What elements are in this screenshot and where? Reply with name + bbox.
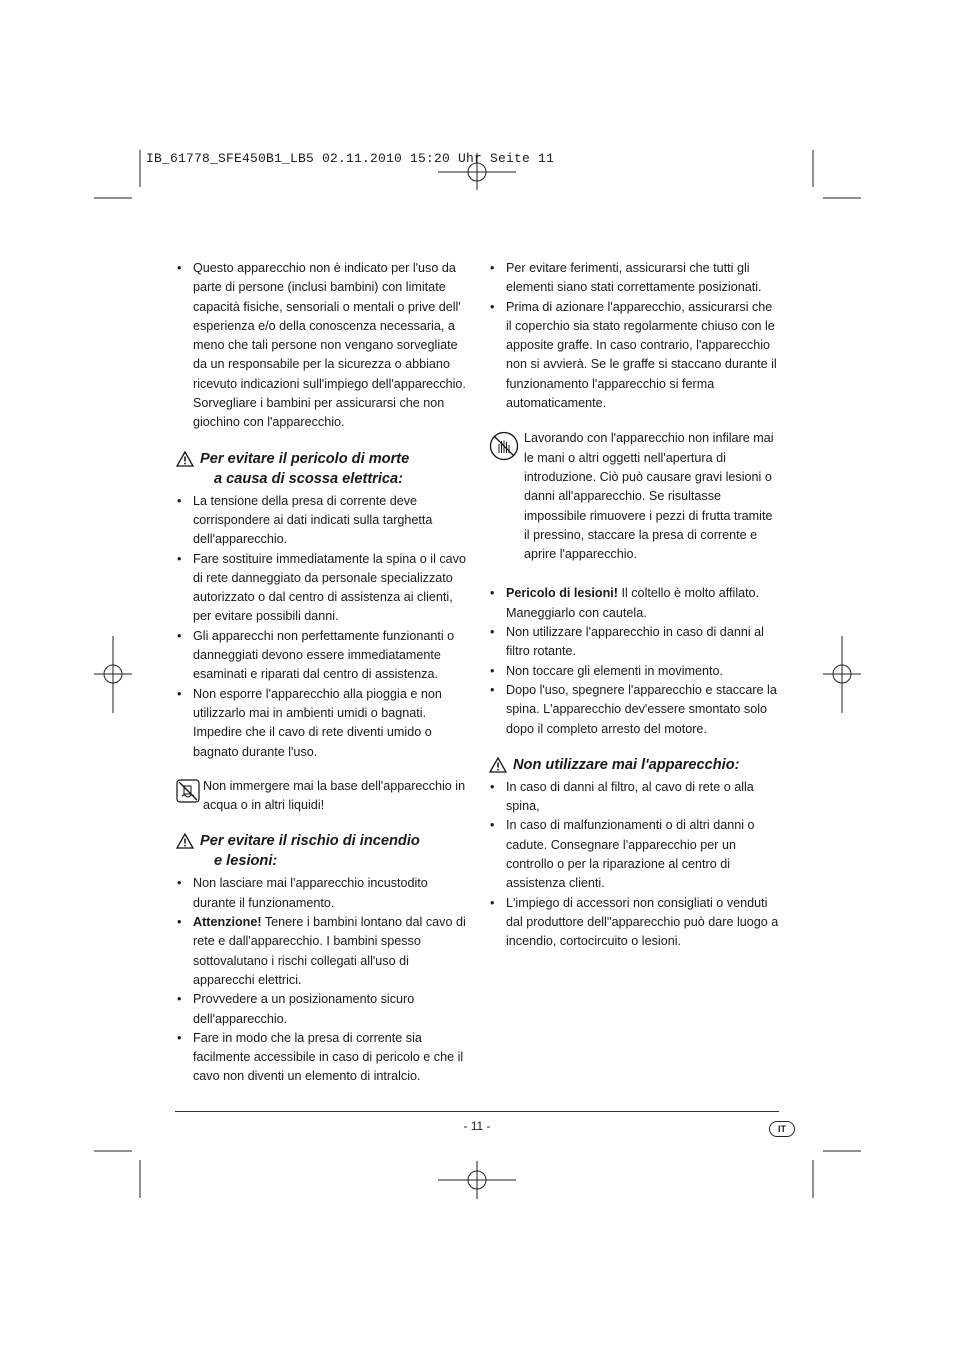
- warning-icon: [176, 451, 194, 467]
- no-immersion-icon: [176, 779, 200, 803]
- registration-mark-right: [823, 636, 861, 713]
- list-item: • In caso di malfunzionamenti o di altri danni o cadute. Consegnare l'apparecchio per un controllo o per la riparazione al centro di assistenza clienti.: [489, 816, 779, 893]
- right-top-list: [489, 259, 779, 413]
- warning-icon: [489, 757, 507, 773]
- no-hands-icon: [489, 431, 519, 461]
- intro-list: [176, 259, 466, 433]
- list-item: • Gli apparecchi non perfettamente funzionanti o danneggiati devono essere immediatamente esaminati e riparati dal centro di assistenza.: [176, 627, 466, 685]
- heading-fire-risk: Per evitare il rischio di incendio e lesioni:: [176, 831, 466, 871]
- page-number: - 11 -: [463, 1119, 491, 1133]
- list-item: • Pericolo di lesioni! Il coltello è molto affilato. Maneggiarlo con cautela.: [489, 584, 779, 623]
- do-not-use-list: [489, 778, 779, 952]
- list-item: • Non toccare gli elementi in movimento.: [489, 662, 779, 681]
- heading-electric-shock: Per evitare il pericolo di morte a causa di scossa elettrica:: [176, 449, 466, 489]
- language-badge: IT: [769, 1121, 795, 1137]
- list-item: • Per evitare ferimenti, assicurarsi che tutti gli elementi siano stati correttamente posizionati.: [489, 259, 779, 298]
- fire-list: [176, 874, 466, 1086]
- warning-icon: [176, 833, 194, 849]
- immerse-note: Non immergere mai la base dell'apparecchio in acqua o in altri liquidi!: [176, 777, 466, 816]
- registration-mark-bottom: [438, 1161, 516, 1199]
- list-item: • Fare in modo che la presa di corrente sia facilmente accessibile in caso di pericolo e che il cavo non diventi un elemento di intralcio.: [176, 1029, 466, 1087]
- list-item: • Provvedere a un posizionamento sicuro dell'apparecchio.: [176, 990, 466, 1029]
- list-item: • Non esporre l'apparecchio alla pioggia e non utilizzarlo mai in ambienti umidi o bagnati. Impedire che il cavo di rete diventi umido o bagnato durante l'uso.: [176, 685, 466, 762]
- heading-do-not-use: Non utilizzare mai l'apparecchio:: [489, 755, 779, 775]
- list-item: • Non utilizzare l'apparecchio in caso di danni al filtro rotante.: [489, 623, 779, 662]
- list-item: • La tensione della presa di corrente deve corrispondere ai dati indicati sulla targhetta dell'apparecchio.: [176, 492, 466, 550]
- right-column: [489, 259, 779, 952]
- list-item: • Dopo l'uso, spegnere l'apparecchio e staccare la spina. L'apparecchio dev'essere smontato solo dopo il completo arresto del motore.: [489, 681, 779, 739]
- list-item: • Non lasciare mai l'apparecchio incustodito durante il funzionamento.: [176, 874, 466, 913]
- list-item: • Prima di azionare l'apparecchio, assicurarsi che il coperchio sia stato regolarmente chiuso con le apposite graffe. In caso contrario, l'apparecchio non si avvierà. Se le graffe si staccano durante il funzionamento l'apparecchio si ferma automaticamente.: [489, 298, 779, 414]
- right-mid-list: [489, 584, 779, 738]
- hands-note: Lavorando con l'apparecchio non infilare mai le mani o altri oggetti nell'apertura di introduzione. Ciò può causare gravi lesioni o danni all'apparecchio. Se risultasse impossibile rimuovere i pezzi di frutta tramite il pressino, staccare la presa di corrente e aprire l'apparecchio.: [489, 429, 779, 564]
- list-item: • L'impiego di accessori non consigliati o venduti dal produttore dell''apparecchio può dare luogo a incendio, cortocircuito o lesioni.: [489, 894, 779, 952]
- print-slug: IB_61778_SFE450B1_LB5 02.11.2010 15:20 Uhr Seite 11: [146, 151, 555, 166]
- footer-rule: [175, 1111, 779, 1112]
- list-item: • Fare sostituire immediatamente la spina o il cavo di rete danneggiato da personale specializzato autorizzato o dal centro di assistenza ai clienti, per evitare possibili danni.: [176, 550, 466, 627]
- list-item: • In caso di danni al filtro, al cavo di rete o alla spina,: [489, 778, 779, 817]
- shock-list: [176, 492, 466, 762]
- left-column: [176, 259, 466, 1087]
- list-item: • Questo apparecchio non è indicato per l'uso da parte di persone (inclusi bambini) con limitate capacità fisiche, sensoriali o mentali o prive dell' esperienza e/o della conoscenza necessaria, a meno che tali persone non vengano sorvegliate da un responsabile per la sicurezza o abbiano ricevuto indicazioni sull'impiego dell'apparecchio. Sorvegliare i bambini per assicurarsi che non giochino con l'apparecchio.: [176, 259, 466, 433]
- list-item: • Attenzione! Tenere i bambini lontano dal cavo di rete e dall'apparecchio. I bambini spesso sottovalutano i rischi collegati all'uso di apparecchi elettrici.: [176, 913, 466, 990]
- registration-mark-left: [94, 636, 132, 713]
